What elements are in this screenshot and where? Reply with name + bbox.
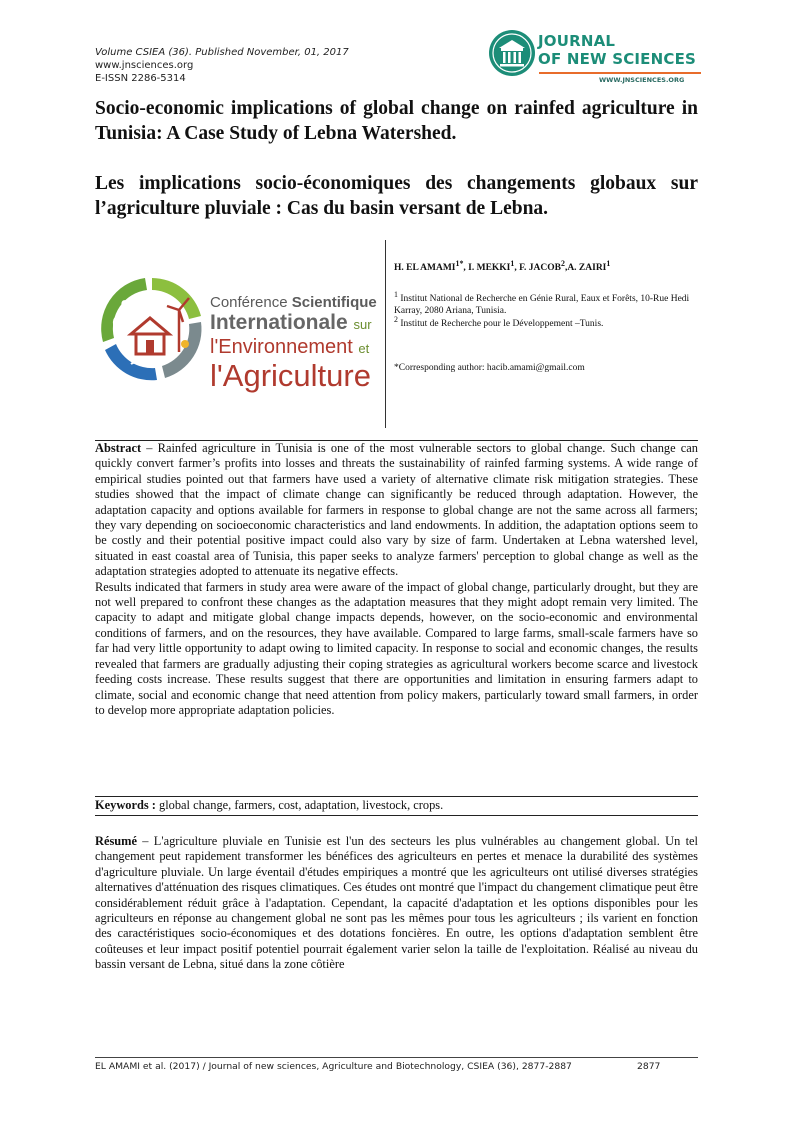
resume-label: Résumé bbox=[95, 834, 137, 848]
affiliation-1-text: Institut National de Recherche en Génie Rural, Eaux et Forêts, 10-Rue Hedi Karray, 2080 Ariana, Tunisia. bbox=[394, 294, 690, 317]
conference-name bbox=[210, 294, 377, 392]
abstract bbox=[95, 441, 698, 718]
author-4-sup: 1 bbox=[606, 259, 611, 268]
keywords-bottom-rule bbox=[95, 815, 698, 816]
conference-word-sur: sur bbox=[353, 317, 372, 332]
abstract-label: Abstract bbox=[95, 441, 142, 455]
page-number: 2877 bbox=[637, 1061, 661, 1072]
journal-header-info bbox=[95, 46, 349, 85]
conference-word-conference: Conférence bbox=[210, 294, 288, 311]
affiliation-2 bbox=[394, 314, 603, 330]
author-3: , F. JACOB bbox=[514, 263, 561, 274]
conference-word-internationale: Internationale bbox=[210, 311, 348, 334]
keywords-text: global change, farmers, cost, adaptation, livestock, crops. bbox=[155, 798, 444, 812]
conference-word-et: et bbox=[358, 341, 370, 356]
volume-line: Volume CSIEA (36). Published November, 01, 2017 bbox=[95, 47, 349, 58]
title-french: Les implications socio-économiques des changements globaux sur l’agriculture pluviale : Cas du basin versant de Lebna. bbox=[95, 173, 698, 219]
journal-logo bbox=[487, 28, 702, 90]
conference-line4: l'Agriculture bbox=[210, 358, 371, 393]
conference-line1 bbox=[210, 294, 377, 311]
keywords-top-rule bbox=[95, 796, 698, 797]
author-list bbox=[394, 258, 610, 274]
title-english: Socio-economic implications of global change on rainfed agriculture in Tunisia: A Case Study of Lebna Watershed. bbox=[95, 98, 698, 144]
footer-citation: EL AMAMI et al. (2017) / Journal of new sciences, Agriculture and Biotechnology, CSIEA (36), 2877-2887 bbox=[95, 1061, 572, 1072]
abstract-text-1: – Rainfed agriculture in Tunisia is one of the most vulnerable sectors to global change. Such change can quickly convert farmer’s profits into losses and threats the sustainability of rainfed farming systems. A wide range of empirical studies pointed out that farmers have used a variety of alternative climate risk mitigation strategies. These studies showed that the impact of climate change can significantly be reduced through adaptation. However, the adaptation capacity and options available for farmers in response to global change are not the same across all farmers; they vary depending on socioeconomic characteristics and land endowments. In addition, the adaptation options seem to be costly and their potential positive impact could also vary by size of farm. Undertaken at Lebna watershed level, situated in east coastal area of Tunisia, this paper seeks to analyze farmers' perception to global change as well as the adaptation strategies adopted to attenuate its negative effects. bbox=[95, 441, 698, 579]
journal-name bbox=[538, 32, 696, 68]
conference-word-scientifique: Scientifique bbox=[291, 294, 377, 311]
conference-logo bbox=[95, 272, 380, 393]
affiliation-1-sup: 1 bbox=[394, 290, 398, 299]
keywords bbox=[95, 798, 698, 813]
journal-url: WWW.JNSCIENCES.ORG bbox=[599, 76, 685, 84]
conference-line2 bbox=[210, 311, 377, 336]
conference-emblem-icon bbox=[95, 272, 210, 387]
eissn-line: E-ISSN 2286-5314 bbox=[95, 73, 186, 84]
vertical-divider bbox=[385, 240, 386, 428]
abstract-paragraph-1 bbox=[95, 441, 698, 580]
keywords-label: Keywords : bbox=[95, 798, 156, 812]
journal-name-line2: OF NEW SCIENCES bbox=[538, 50, 697, 68]
journal-emblem-icon bbox=[487, 28, 537, 78]
author-2-sup: 1 bbox=[510, 259, 515, 268]
affiliation-2-text: Institut de Recherche pour le Développement –Tunis. bbox=[400, 319, 604, 330]
journal-logo-divider bbox=[539, 72, 701, 74]
corresponding-author: *Corresponding author: hacib.amami@gmail.com bbox=[394, 363, 585, 373]
website-line: www.jnsciences.org bbox=[95, 60, 194, 71]
affiliation-1 bbox=[394, 289, 694, 317]
resume-paragraph bbox=[95, 834, 698, 973]
author-4: ,A. ZAIRI bbox=[564, 263, 607, 274]
footer-rule bbox=[95, 1057, 698, 1058]
journal-name-line1: JOURNAL bbox=[538, 32, 616, 50]
conference-word-environnement: l'Environnement bbox=[210, 336, 353, 358]
author-1-sup: 1* bbox=[455, 259, 464, 268]
author-3-sup: 2 bbox=[560, 259, 565, 268]
author-1: H. EL AMAMI bbox=[394, 263, 456, 274]
resume bbox=[95, 834, 698, 973]
resume-text: – L'agriculture pluviale en Tunisie est l'un des secteurs les plus vulnérables au changement global. Un tel changement peut rapidement transformer les bénéfices des agriculteurs en pertes et menace la durabilité des systèmes d'agriculture pluviale. Un large éventail d'études empiriques a montré que les agriculteurs ont utilisé diverses stratégies alternatives d'atténuation des risques climatiques. Ces études ont montré que l'impact du changement climatique peut être considérablement réduit grâce à l'adaptation. Cependant, la capacité d'adaptation et les options disponibles pour les agriculteurs en réponse au changement global ne sont pas les mêmes pour tous les agriculteurs ; ils varient en fonction des caractéristiques socio-économiques et des dotations foncières. En outre, les options d'adaptation semblent être coûteuses et leur impact positif potentiel pourrait également varier selon la taille de l'exploitation. Réalisé au niveau du bassin versant de Lebna, situé dans la zone côtière bbox=[95, 834, 698, 972]
affiliation-2-sup: 2 bbox=[394, 315, 398, 324]
author-2: , I. MEKKI bbox=[463, 263, 511, 274]
conference-line3 bbox=[210, 336, 377, 360]
abstract-paragraph-2: Results indicated that farmers in study area were aware of the impact of global change, particularly drought, but they are not well prepared to confront these changes as the adaptation measures that they might adopt remain very limited. The capacity to adapt and mitigate global change impacts depends, however, on the socio-economic and environmental conditions of farmers, and on the resources, they have available. Compared to large farms, small-scale farmers have so far had very little opportunity to adapt owing to limited capacity. In response to social and economic changes, the results revealed that farmers are gradually adjusting their coping strategies as agricultural workers become scarce and livestock feeding costs increase. These results suggest that there are opportunities and limitation in ensuring farmers adapt to climate, social and economic change that need attention from policy makers, particularly toward small farmers, in order to develop more appropriate adaptation policies. bbox=[95, 579, 698, 717]
